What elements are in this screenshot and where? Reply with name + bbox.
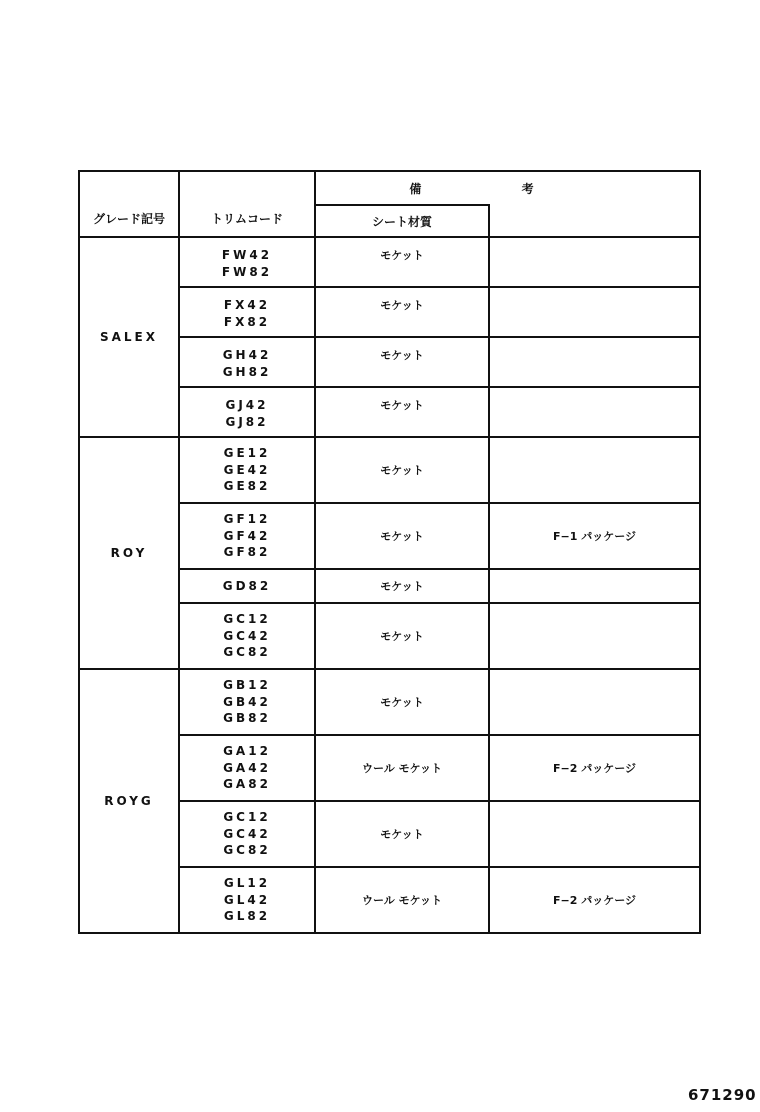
trim-code: GC42 [223, 826, 271, 841]
trim-code: GJ82 [225, 414, 269, 429]
trim-codes-cell [179, 801, 315, 867]
remarks-header-blank [489, 205, 700, 237]
seat-material-cell: モケット [315, 287, 489, 337]
remark-cell: F−2 パッケージ [489, 735, 700, 801]
remark-cell [489, 437, 700, 503]
trim-code: GC82 [223, 843, 271, 858]
remark-cell [489, 387, 700, 437]
remarks-header [315, 171, 700, 205]
trim-code-table [78, 170, 701, 934]
trim-code-header: トリムコード [179, 171, 315, 237]
trim-code: GH42 [222, 348, 272, 362]
trim-codes-cell [179, 237, 315, 287]
trim-code: GC82 [223, 645, 271, 660]
trim-code: FX42 [223, 298, 271, 312]
trim-codes-cell [179, 669, 315, 735]
trim-code: GA42 [223, 760, 271, 775]
grade-cell: ROY [79, 437, 179, 669]
trim-code: GE42 [223, 462, 271, 477]
trim-codes-cell [179, 569, 315, 603]
seat-material-cell: モケット [315, 503, 489, 569]
trim-codes-cell [179, 735, 315, 801]
trim-code: FW42 [221, 248, 273, 262]
trim-code: GB12 [223, 678, 271, 693]
trim-code: GF82 [223, 545, 271, 560]
remark-cell: F−1 パッケージ [489, 503, 700, 569]
remark-cell [489, 337, 700, 387]
trim-codes-cell [179, 287, 315, 337]
trim-codes-cell [179, 603, 315, 669]
trim-code: GF42 [223, 528, 271, 543]
trim-code: GB82 [223, 711, 271, 726]
trim-code: GA82 [223, 777, 271, 792]
trim-code: GA12 [223, 744, 271, 759]
trim-codes-cell [179, 437, 315, 503]
trim-code: GB42 [223, 694, 271, 709]
trim-code: GL82 [223, 909, 271, 924]
trim-code: GJ42 [225, 398, 269, 412]
remark-cell [489, 801, 700, 867]
seat-material-cell: モケット [315, 337, 489, 387]
trim-code: GL42 [223, 892, 271, 907]
grade-cell: SALEX [79, 237, 179, 437]
trim-codes-cell [179, 387, 315, 437]
remark-cell [489, 603, 700, 669]
remark-cell: F−2 パッケージ [489, 867, 700, 933]
remarks-label-right: 考 [521, 181, 534, 196]
seat-material-cell: ウール モケット [315, 735, 489, 801]
seat-material-header: シート材質 [315, 205, 489, 237]
grade-cell: ROYG [79, 669, 179, 933]
seat-material-cell: モケット [315, 437, 489, 503]
remark-cell [489, 569, 700, 603]
trim-codes-cell [179, 337, 315, 387]
trim-code: GF12 [223, 512, 271, 527]
trim-code: GE82 [223, 479, 271, 494]
seat-material-cell: モケット [315, 569, 489, 603]
trim-code: GL12 [223, 876, 271, 891]
trim-code: FX82 [223, 314, 271, 329]
table-row [79, 669, 700, 735]
trim-codes-cell [179, 503, 315, 569]
trim-code: GC12 [223, 810, 271, 825]
trim-code: GE12 [223, 446, 271, 461]
grade-header: グレード記号 [79, 171, 179, 237]
table-row [79, 237, 700, 287]
seat-material-cell: ウール モケット [315, 867, 489, 933]
trim-codes-cell [179, 867, 315, 933]
table-row [79, 437, 700, 503]
seat-material-cell: モケット [315, 801, 489, 867]
trim-code: GC42 [223, 628, 271, 643]
seat-material-cell: モケット [315, 387, 489, 437]
seat-material-cell: モケット [315, 669, 489, 735]
trim-code: GC12 [223, 612, 271, 627]
trim-code: FW82 [221, 264, 273, 279]
remark-cell [489, 287, 700, 337]
remarks-label-left: 備 [409, 181, 422, 196]
seat-material-cell: モケット [315, 603, 489, 669]
page-number: 671290 [688, 1086, 757, 1104]
trim-code: GD82 [222, 578, 272, 593]
seat-material-cell: モケット [315, 237, 489, 287]
trim-code: GH82 [222, 364, 272, 379]
remark-cell [489, 669, 700, 735]
remark-cell [489, 237, 700, 287]
